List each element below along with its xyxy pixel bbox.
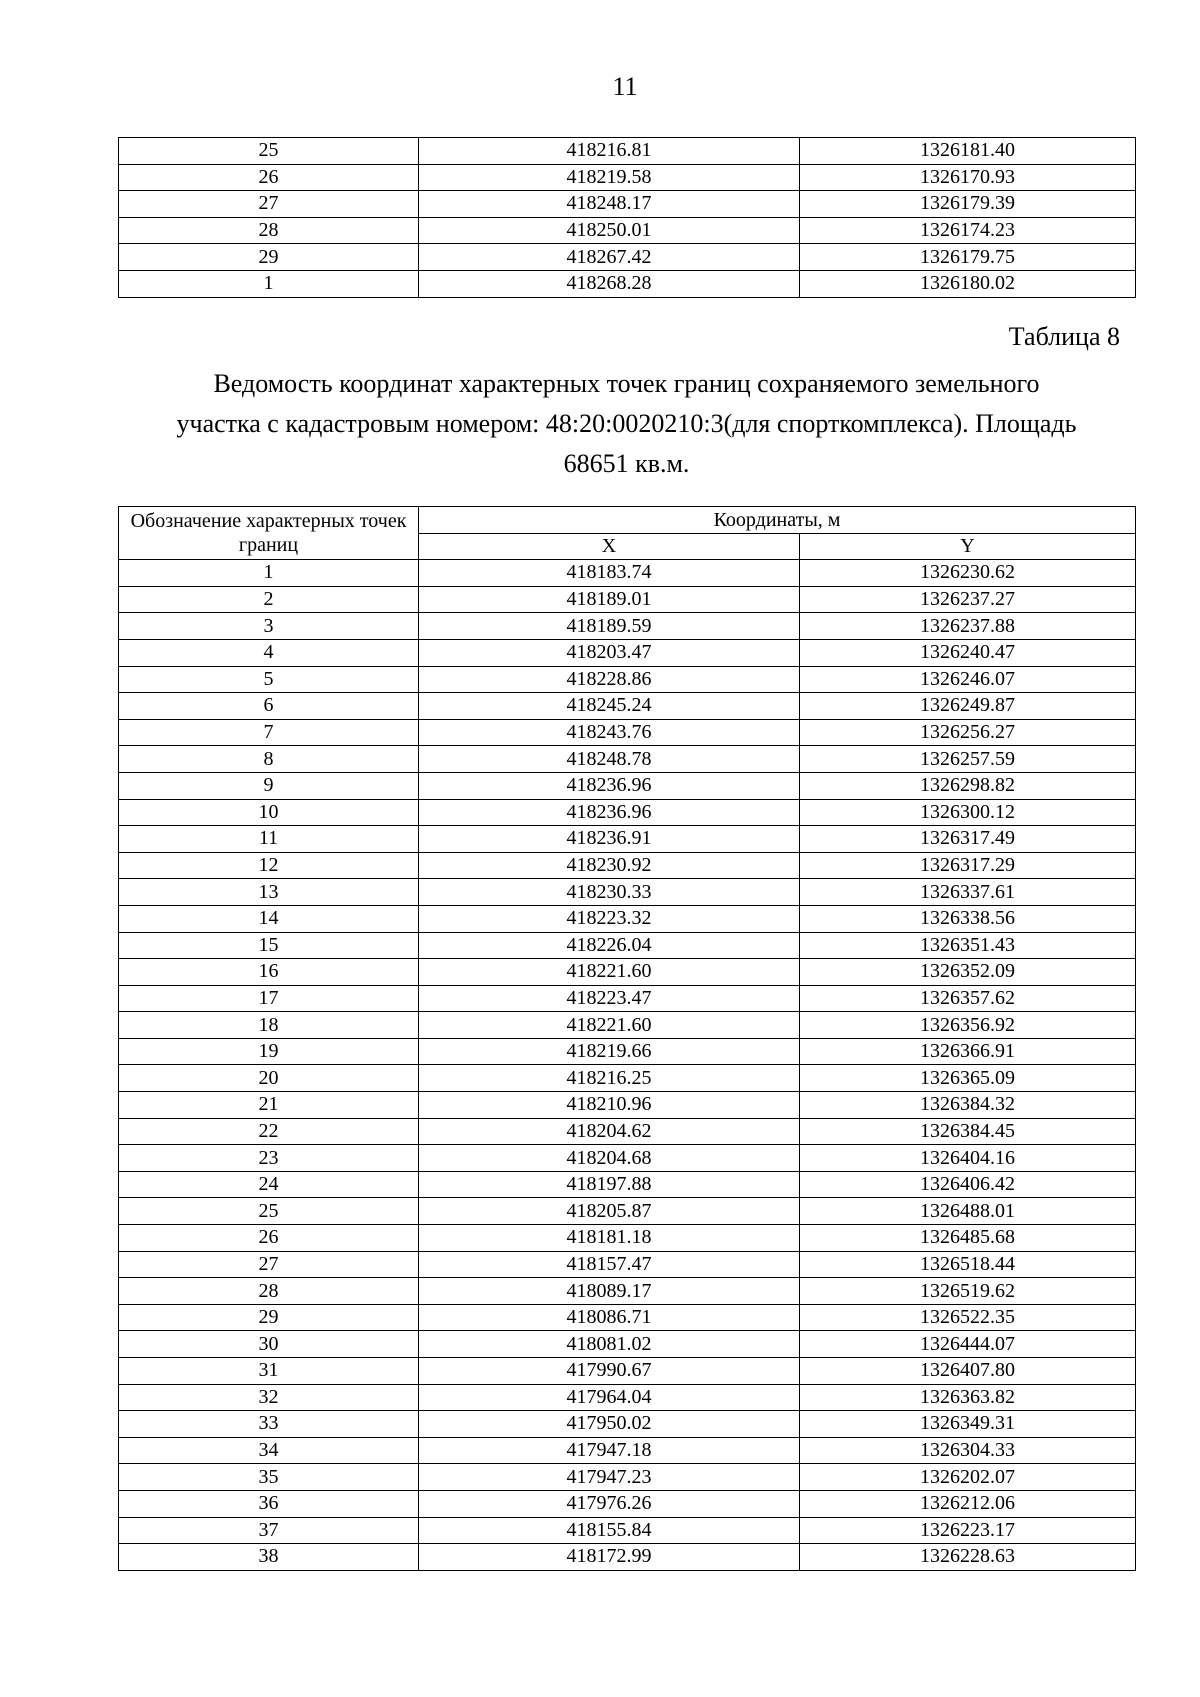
coord-x-cell: 418189.01: [419, 586, 800, 613]
coord-y-cell: 1326384.32: [800, 1092, 1136, 1119]
coord-x-cell: 418219.58: [419, 164, 800, 191]
point-number-cell: 10: [119, 799, 419, 826]
point-number-cell: 30: [119, 1331, 419, 1358]
coord-y-cell: 1326352.09: [800, 959, 1136, 986]
table-row: [119, 932, 1136, 959]
table-row: [119, 1225, 1136, 1252]
coord-x-cell: 418089.17: [419, 1278, 800, 1305]
coord-y-cell: 1326181.40: [800, 138, 1136, 165]
point-number-cell: 9: [119, 772, 419, 799]
coord-y-cell: 1326256.27: [800, 719, 1136, 746]
table-row: [119, 560, 1136, 587]
header-x: X: [419, 533, 800, 560]
coord-x-cell: 418155.84: [419, 1517, 800, 1544]
caption-line-3: 68651 кв.м.: [563, 449, 690, 478]
table-row: [119, 666, 1136, 693]
table-header: [119, 507, 1136, 560]
table-row: [119, 1384, 1136, 1411]
coord-y-cell: 1326522.35: [800, 1304, 1136, 1331]
point-number-cell: 26: [119, 164, 419, 191]
coord-x-cell: 418248.78: [419, 746, 800, 773]
table-row: [119, 217, 1136, 244]
point-number-cell: 38: [119, 1544, 419, 1571]
coord-x-cell: 418210.96: [419, 1092, 800, 1119]
coord-x-cell: 418223.32: [419, 905, 800, 932]
coord-x-cell: 418245.24: [419, 693, 800, 720]
caption-line-2: участка с кадастровым номером: 48:20:0020210:3(для спорткомплекса). Площадь: [176, 409, 1077, 438]
coord-y-cell: 1326407.80: [800, 1358, 1136, 1385]
point-number-cell: 24: [119, 1171, 419, 1198]
table-row: [119, 244, 1136, 271]
header-points: Обозначение характерных точек границ: [119, 507, 419, 560]
point-number-cell: 12: [119, 852, 419, 879]
coord-y-cell: 1326202.07: [800, 1464, 1136, 1491]
coord-y-cell: 1326363.82: [800, 1384, 1136, 1411]
table-label: Таблица 8: [1008, 322, 1120, 351]
coord-y-cell: 1326174.23: [800, 217, 1136, 244]
coord-x-cell: 418219.66: [419, 1038, 800, 1065]
table-row: [119, 1517, 1136, 1544]
point-number-cell: 14: [119, 905, 419, 932]
table-row: [119, 1065, 1136, 1092]
table-row: [119, 772, 1136, 799]
table-row: [119, 1411, 1136, 1438]
coord-y-cell: 1326519.62: [800, 1278, 1136, 1305]
point-number-cell: 1: [119, 270, 419, 297]
coord-y-cell: 1326300.12: [800, 799, 1136, 826]
table-row: [119, 746, 1136, 773]
coord-y-cell: 1326179.39: [800, 191, 1136, 218]
table-row: [119, 1544, 1136, 1571]
coord-x-cell: 417990.67: [419, 1358, 800, 1385]
coord-x-cell: 418243.76: [419, 719, 800, 746]
table-row: [119, 586, 1136, 613]
coord-x-cell: 418267.42: [419, 244, 800, 271]
coord-y-cell: 1326223.17: [800, 1517, 1136, 1544]
point-number-cell: 33: [119, 1411, 419, 1438]
coordinates-table-body: [119, 560, 1136, 1571]
point-number-cell: 28: [119, 1278, 419, 1305]
table-row: [119, 1304, 1136, 1331]
coord-y-cell: 1326365.09: [800, 1065, 1136, 1092]
coord-x-cell: 418181.18: [419, 1225, 800, 1252]
coord-y-cell: 1326212.06: [800, 1490, 1136, 1517]
coord-y-cell: 1326249.87: [800, 693, 1136, 720]
point-number-cell: 4: [119, 639, 419, 666]
coord-y-cell: 1326257.59: [800, 746, 1136, 773]
coord-x-cell: 418189.59: [419, 613, 800, 640]
point-number-cell: 2: [119, 586, 419, 613]
point-number-cell: 32: [119, 1384, 419, 1411]
point-number-cell: 16: [119, 959, 419, 986]
coord-x-cell: 417950.02: [419, 1411, 800, 1438]
point-number-cell: 19: [119, 1038, 419, 1065]
coord-x-cell: 418250.01: [419, 217, 800, 244]
coord-x-cell: 418236.96: [419, 799, 800, 826]
coord-y-cell: 1326404.16: [800, 1145, 1136, 1172]
coord-y-cell: 1326240.47: [800, 639, 1136, 666]
table-row: [119, 1278, 1136, 1305]
coord-x-cell: 418248.17: [419, 191, 800, 218]
caption-line-1: Ведомость координат характерных точек границ сохраняемого земельного: [213, 369, 1040, 398]
coord-y-cell: 1326488.01: [800, 1198, 1136, 1225]
table-row: [119, 852, 1136, 879]
table-row: [119, 270, 1136, 297]
coord-y-cell: 1326349.31: [800, 1411, 1136, 1438]
table-row: [119, 1358, 1136, 1385]
coord-y-cell: 1326485.68: [800, 1225, 1136, 1252]
point-number-cell: 27: [119, 191, 419, 218]
table-row: [119, 985, 1136, 1012]
coord-y-cell: 1326180.02: [800, 270, 1136, 297]
coord-x-cell: 418230.92: [419, 852, 800, 879]
point-number-cell: 22: [119, 1118, 419, 1145]
point-number-cell: 1: [119, 560, 419, 587]
coord-y-cell: 1326337.61: [800, 879, 1136, 906]
coord-x-cell: 418203.47: [419, 639, 800, 666]
page-number: 11: [612, 72, 638, 101]
point-number-cell: 23: [119, 1145, 419, 1172]
point-number-cell: 18: [119, 1012, 419, 1039]
table-row: [119, 1145, 1136, 1172]
point-number-cell: 3: [119, 613, 419, 640]
point-number-cell: 13: [119, 879, 419, 906]
coord-x-cell: 418204.68: [419, 1145, 800, 1172]
coord-y-cell: 1326179.75: [800, 244, 1136, 271]
continued-table-body: [119, 138, 1136, 298]
point-number-cell: 25: [119, 1198, 419, 1225]
coord-y-cell: 1326338.56: [800, 905, 1136, 932]
coord-x-cell: 418081.02: [419, 1331, 800, 1358]
table-row: [119, 826, 1136, 853]
coord-x-cell: 418172.99: [419, 1544, 800, 1571]
coord-x-cell: 418221.60: [419, 1012, 800, 1039]
coord-x-cell: 417947.18: [419, 1437, 800, 1464]
table-row: [119, 1464, 1136, 1491]
point-number-cell: 21: [119, 1092, 419, 1119]
coord-x-cell: 418205.87: [419, 1198, 800, 1225]
coord-y-cell: 1326304.33: [800, 1437, 1136, 1464]
point-number-cell: 31: [119, 1358, 419, 1385]
table-row: [119, 1171, 1136, 1198]
point-number-cell: 15: [119, 932, 419, 959]
point-number-cell: 8: [119, 746, 419, 773]
coord-y-cell: 1326518.44: [800, 1251, 1136, 1278]
table-row: [119, 1198, 1136, 1225]
coord-y-cell: 1326237.27: [800, 586, 1136, 613]
coord-y-cell: 1326317.29: [800, 852, 1136, 879]
coord-x-cell: 418268.28: [419, 270, 800, 297]
coord-y-cell: 1326384.45: [800, 1118, 1136, 1145]
point-number-cell: 20: [119, 1065, 419, 1092]
point-number-cell: 28: [119, 217, 419, 244]
coord-y-cell: 1326317.49: [800, 826, 1136, 853]
coord-x-cell: 418236.96: [419, 772, 800, 799]
point-number-cell: 5: [119, 666, 419, 693]
coord-y-cell: 1326357.62: [800, 985, 1136, 1012]
point-number-cell: 11: [119, 826, 419, 853]
table-row: [119, 1437, 1136, 1464]
table-row: [119, 639, 1136, 666]
coord-y-cell: 1326356.92: [800, 1012, 1136, 1039]
coord-x-cell: 418216.81: [419, 138, 800, 165]
point-number-cell: 6: [119, 693, 419, 720]
table-row: [119, 905, 1136, 932]
coord-x-cell: 418197.88: [419, 1171, 800, 1198]
point-number-cell: 29: [119, 1304, 419, 1331]
coordinates-table: [118, 506, 1136, 1571]
table-row: [119, 719, 1136, 746]
header-y: Y: [800, 533, 1136, 560]
coord-x-cell: 417976.26: [419, 1490, 800, 1517]
coord-x-cell: 418223.47: [419, 985, 800, 1012]
point-number-cell: 37: [119, 1517, 419, 1544]
coord-y-cell: 1326298.82: [800, 772, 1136, 799]
coord-x-cell: 417947.23: [419, 1464, 800, 1491]
table-row: [119, 191, 1136, 218]
table-caption: [118, 364, 1135, 484]
table-row: [119, 959, 1136, 986]
table-row: [119, 1118, 1136, 1145]
point-number-cell: 35: [119, 1464, 419, 1491]
coord-x-cell: 418226.04: [419, 932, 800, 959]
table-row: [119, 799, 1136, 826]
point-number-cell: 29: [119, 244, 419, 271]
coord-y-cell: 1326246.07: [800, 666, 1136, 693]
table-row: [119, 1251, 1136, 1278]
coord-y-cell: 1326444.07: [800, 1331, 1136, 1358]
table-row: [119, 1331, 1136, 1358]
coord-x-cell: 418204.62: [419, 1118, 800, 1145]
coord-x-cell: 418230.33: [419, 879, 800, 906]
table-row: [119, 138, 1136, 165]
coord-y-cell: 1326228.63: [800, 1544, 1136, 1571]
table-row: [119, 164, 1136, 191]
table-row: [119, 693, 1136, 720]
point-number-cell: 7: [119, 719, 419, 746]
coord-x-cell: 417964.04: [419, 1384, 800, 1411]
coord-x-cell: 418157.47: [419, 1251, 800, 1278]
point-number-cell: 26: [119, 1225, 419, 1252]
point-number-cell: 34: [119, 1437, 419, 1464]
coord-x-cell: 418228.86: [419, 666, 800, 693]
point-number-cell: 25: [119, 138, 419, 165]
coord-x-cell: 418216.25: [419, 1065, 800, 1092]
table-row: [119, 1092, 1136, 1119]
continued-coordinates-table: [118, 137, 1136, 298]
point-number-cell: 17: [119, 985, 419, 1012]
coord-y-cell: 1326366.91: [800, 1038, 1136, 1065]
table-row: [119, 879, 1136, 906]
coord-x-cell: 418236.91: [419, 826, 800, 853]
table-row: [119, 1012, 1136, 1039]
coord-x-cell: 418221.60: [419, 959, 800, 986]
coord-x-cell: 418183.74: [419, 560, 800, 587]
table-row: [119, 613, 1136, 640]
coord-y-cell: 1326237.88: [800, 613, 1136, 640]
coord-y-cell: 1326170.93: [800, 164, 1136, 191]
coord-x-cell: 418086.71: [419, 1304, 800, 1331]
coord-y-cell: 1326406.42: [800, 1171, 1136, 1198]
coord-y-cell: 1326230.62: [800, 560, 1136, 587]
table-row: [119, 1490, 1136, 1517]
header-coordinates: Координаты, м: [419, 507, 1136, 534]
point-number-cell: 27: [119, 1251, 419, 1278]
point-number-cell: 36: [119, 1490, 419, 1517]
table-row: [119, 1038, 1136, 1065]
coord-y-cell: 1326351.43: [800, 932, 1136, 959]
